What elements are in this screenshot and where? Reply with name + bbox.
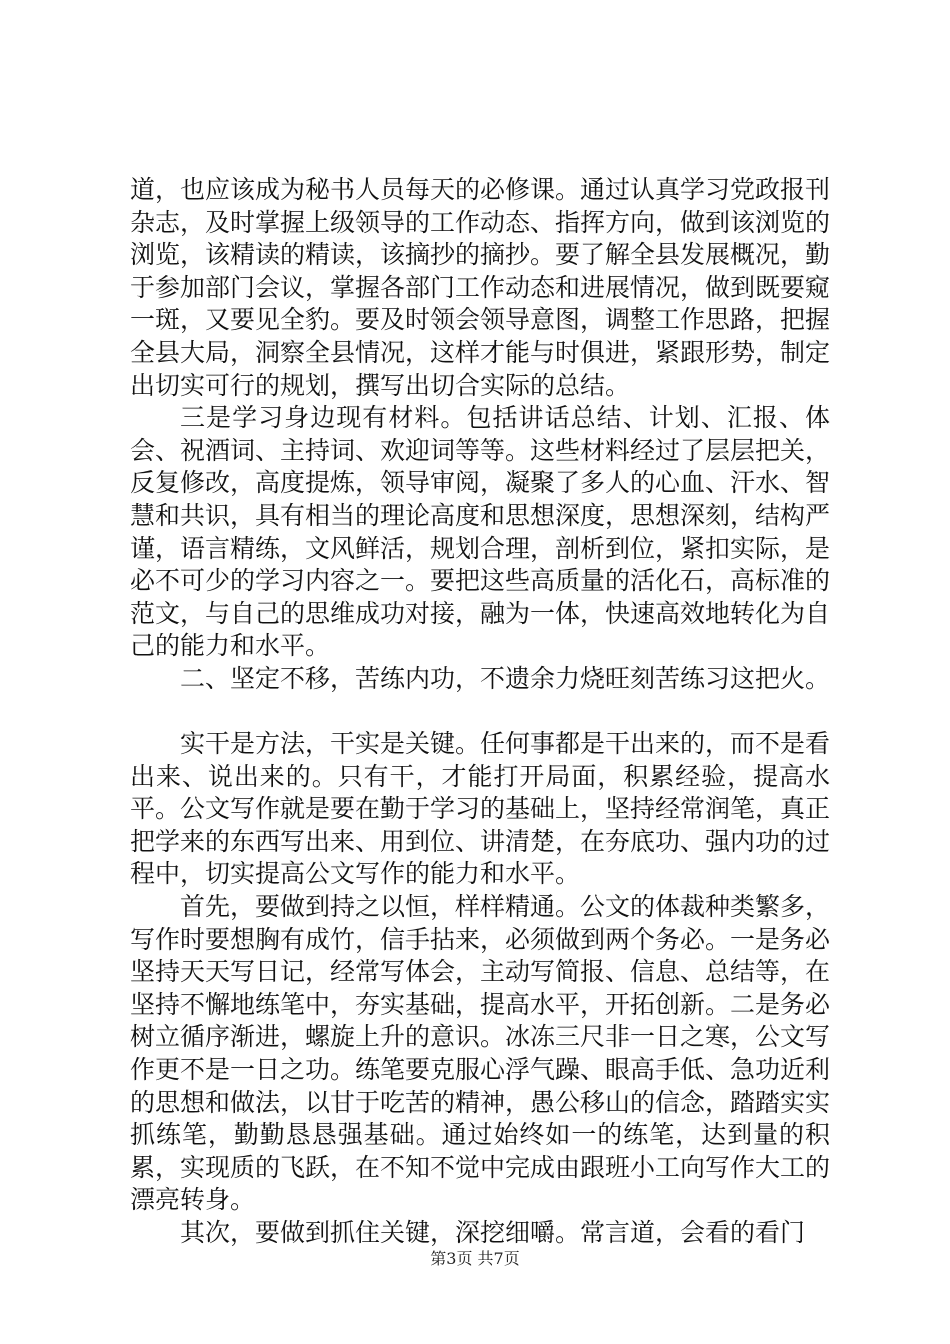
document-body [130, 174, 830, 1250]
paragraph-practice: 实干是方法，干实是关键。任何事都是干出来的，而不是看出来、说出来的。只有干，才能打开局面，积累经验，提高水平。公文写作就是要在勤于学习的基础上，坚持经常润笔，真正把学来的东西写出来、用到位、讲清楚，在夯底功、强内功的过程中，切实提高公文写作的能力和水平。 [130, 729, 831, 889]
paragraph-continuation: 道，也应该成为秘书人员每天的必修课。通过认真学习党政报刊杂志，及时掌握上级领导的工作动态、指挥方向，做到该浏览的浏览，该精读的精读，该摘抄的摘抄。要了解全县发展概况，勤于参加部门会议，掌握各部门工作动态和进展情况，做到既要窥一斑，又要见全豹。要及时领会领导意图，调整工作思路，把握全县大局，洞察全县情况，这样才能与时俱进，紧跟形势，制定出切实可行的规划，撰写出切合实际的总结。 [130, 175, 831, 400]
paragraph-study-materials: 三是学习身边现有材料。包括讲话总结、计划、汇报、体会、祝酒词、主持词、欢迎词等等。这些材料经过了层层把关，反复修改，高度提炼，领导审阅，凝聚了多人的心血、汗水、智慧和共识，具有相当的理论高度和思想深度，思想深刻，结构严谨，语言精练，文风鲜活，规划合理，剖析到位，紧扣实际，是必不可少的学习内容之一。要把这些高质量的活化石，高标准的范文，与自己的思维成功对接，融为一体，快速高效地转化为自己的能力和水平。 [130, 403, 831, 661]
paragraph-second: 其次，要做到抓住关键，深挖细嚼。常言道，会看的看门 [180, 1218, 806, 1247]
paragraph-first: 首先，要做到持之以恒，样样精通。公文的体裁种类繁多，写作时要想胸有成竹，信手拈来，必须做到两个务必。一是务必坚持天天写日记，经常写体会，主动写简报、信息、总结等，在坚持不懈地练笔中，夯实基础，提高水平，开拓创新。二是务必树立循序渐进，螺旋上升的意识。冰冻三尺非一日之寒，公文写作更不是一日之功。练笔要克服心浮气躁、眼高手低、急功近利的思想和做法，以甘于吃苦的精神，愚公移山的信念，踏踏实实抓练笔，勤勤恳恳强基础。通过始终如一的练笔，达到量的积累，实现质的飞跃，在不知不觉中完成由跟班小工向写作大工的漂亮转身。 [130, 892, 831, 1215]
section-heading-two: 二、坚定不移，苦练内功，不遗余力烧旺刻苦练习这把火。 [180, 663, 831, 693]
page-footer: 第3页 共7页 [430, 1249, 520, 1268]
